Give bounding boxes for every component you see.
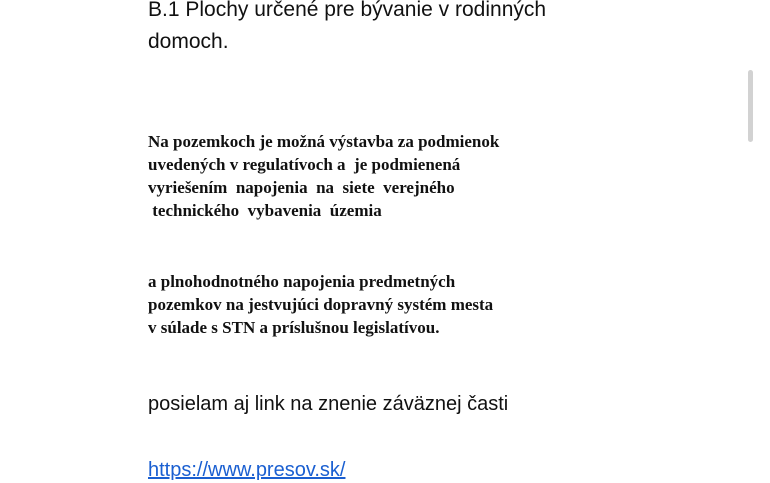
heading-line: B.1 Plochy určené pre bývanie v rodinných: [148, 0, 547, 21]
heading-line: domoch.: [148, 30, 229, 53]
quote-line: pozemkov na jestvujúci dopravný systém mesta: [148, 295, 494, 314]
quote-line: a plnohodnotného napojenia predmetných: [148, 272, 456, 291]
presov-link[interactable]: https://www.presov.sk/: [148, 459, 346, 481]
quote-line: technického vybavenia územia: [148, 201, 382, 220]
quote-line: v súlade s STN a príslušnou legislatívou.: [148, 318, 440, 337]
quoted-paragraph-2: [148, 270, 618, 339]
message-note: posielam aj link na znenie záväznej časti: [148, 393, 509, 415]
scrollbar-thumb[interactable]: [748, 70, 753, 142]
quote-line: uvedených v regulatívoch a je podmienená: [148, 155, 461, 174]
quote-line: Na pozemkoch je možná výstavba za podmienok: [148, 132, 500, 151]
quoted-paragraph-1: [148, 130, 618, 222]
message-heading: [148, 0, 618, 58]
quote-line: vyriešením napojenia na siete verejného: [148, 178, 455, 197]
